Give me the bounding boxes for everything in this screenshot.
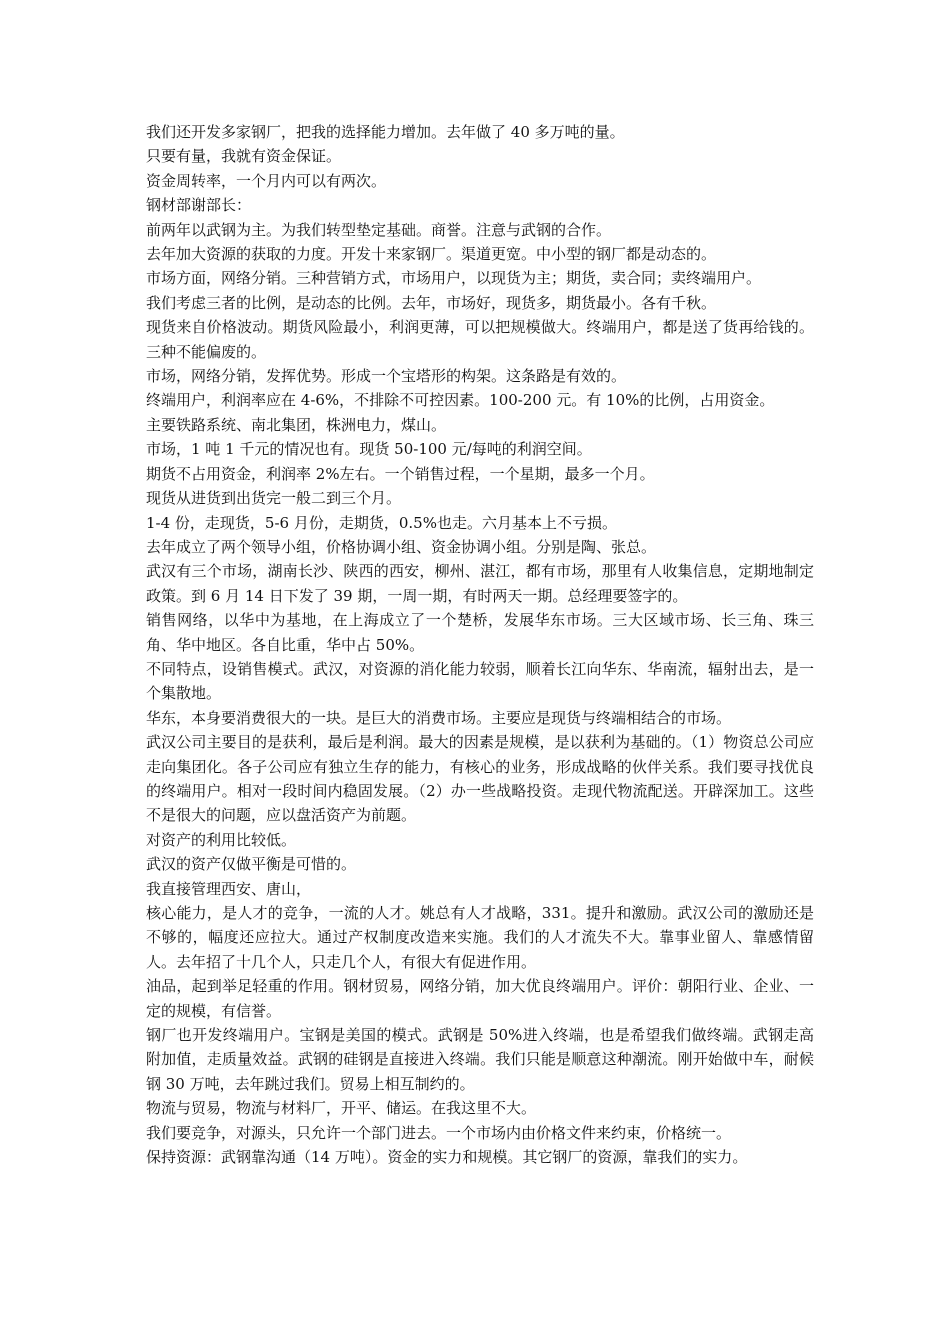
paragraph: 资金周转率，一个月内可以有两次。 (146, 171, 387, 190)
paragraph: 我们要竞争，对源头，只允许一个部门进去。一个市场内由价格文件来约束，价格统一。 (146, 1123, 732, 1142)
paragraph: 我们考虑三者的比例，是动态的比例。去年，市场好，现货多，期货最小。各有千秋。 (146, 293, 717, 312)
paragraph: 物流与贸易，物流与材料厂，开平、储运。在我这里不大。 (146, 1099, 537, 1118)
paragraph: 我们还开发多家钢厂，把我的选择能力增加。去年做了 40 多万吨的量。 (146, 123, 625, 141)
paragraph: 市场，网络分销，发挥优势。形成一个宝塔形的构架。这条路是有效的。 (146, 367, 627, 386)
paragraph: 华东，本身要消费很大的一块。是巨大的消费市场。主要应是现货与终端相结合的市场。 (146, 708, 732, 727)
paragraph: 销售网络，以华中为基地，在上海成立了一个楚桥，发展华东市场。三大区域市场、长三角、珠三角、华中地区。各自比重，华中占 50%。 (146, 611, 814, 654)
paragraph: 钢厂也开发终端用户。宝钢是美国的模式。武钢是 50%进入终端，也是希望我们做终端。武钢走高附加值，走质量效益。武钢的硅钢是直接进入终端。我们只能是顺意这种潮流。刚开始做中车，耐候钢 30 万吨，去年跳过我们。贸易上相互制约的。 (146, 1026, 814, 1093)
paragraph: 武汉公司主要目的是获利，最后是利润。最大的因素是规模，是以获利为基础的。（1）物资总公司应走向集团化。各子公司应有独立生存的能力，有核心的业务，形成战略的伙伴关系。我们要寻找优良的终端用户。相对一段时间内稳固发展。（2）办一些战略投资。走现代物流配送。开辟深加工。这些不是很大的问题，应以盘活资产为前题。 (146, 733, 814, 825)
paragraph: 去年成立了两个领导小组，价格协调小组、资金协调小组。分别是陶、张总。 (146, 537, 657, 556)
section-heading: 钢材部谢部长： (146, 196, 252, 215)
paragraph: 市场，1 吨 1 千元的情况也有。现货 50-100 元/每吨的利润空间。 (146, 440, 592, 459)
paragraph: 市场方面，网络分销。三种营销方式，市场用户，以现货为主；期货，卖合同；卖终端用户。 (146, 269, 762, 288)
paragraph: 前两年以武钢为主。为我们转型垫定基础。商誉。注意与武钢的合作。 (146, 220, 612, 239)
paragraph: 不同特点，设销售模式。武汉，对资源的消化能力较弱，顺着长江向华东、华南流，辐射出去，是一个集散地。 (146, 659, 814, 703)
paragraph: 现货来自价格波动。期货风险最小，利润更薄，可以把规模做大。终端用户，都是送了货再给钱的。三种不能偏废的。 (146, 318, 814, 361)
paragraph: 终端用户，利润率应在 4-6%，不排除不可控因素。100-200 元。有 10%的比例，占用资金。 (146, 391, 775, 410)
paragraph: 油品，起到举足轻重的作用。钢材贸易，网络分销，加大优良终端用户。评价：朝阳行业、企业、一定的规模，有信誉。 (146, 977, 814, 1020)
paragraph: 1-4 份，走现货，5-6 月份，走期货，0.5%也走。六月基本上不亏损。 (146, 513, 617, 532)
paragraph: 保持资源：武钢靠沟通（14 万吨）。资金的实力和规模。其它钢厂的资源，靠我们的实力。 (146, 1148, 748, 1167)
paragraph: 我直接管理西安、唐山， (146, 879, 312, 898)
paragraph: 核心能力，是人才的竞争，一流的人才。姚总有人才战略，331。提升和激励。武汉公司的激励还是不够的，幅度还应拉大。通过产权制度改造来实施。我们的人才流失不大。靠事业留人、靠感情留人。去年招了十几个人，只走几个人，有很大有促进作用。 (146, 904, 814, 971)
paragraph: 武汉的资产仅做平衡是可惜的。 (146, 855, 357, 874)
paragraph: 现货从进货到出货完一般二到三个月。 (146, 489, 402, 508)
paragraph: 武汉有三个市场，湖南长沙、陕西的西安，柳州、湛江，都有市场，那里有人收集信息，定期地制定政策。到 6 月 14 日下发了 39 期，一周一期，有时两天一期。总经理要签字的。 (146, 562, 814, 605)
paragraph: 期货不占用资金，利润率 2%左右。一个销售过程，一个星期，最多一个月。 (146, 464, 655, 483)
paragraph: 主要铁路系统、南北集团，株洲电力，煤山。 (146, 415, 447, 434)
paragraph: 对资产的利用比较低。 (146, 830, 297, 849)
document-body (146, 120, 814, 1169)
paragraph: 去年加大资源的获取的力度。开发十来家钢厂。渠道更宽。中小型的钢厂都是动态的。 (146, 245, 717, 264)
paragraph: 只要有量，我就有资金保证。 (146, 147, 342, 166)
